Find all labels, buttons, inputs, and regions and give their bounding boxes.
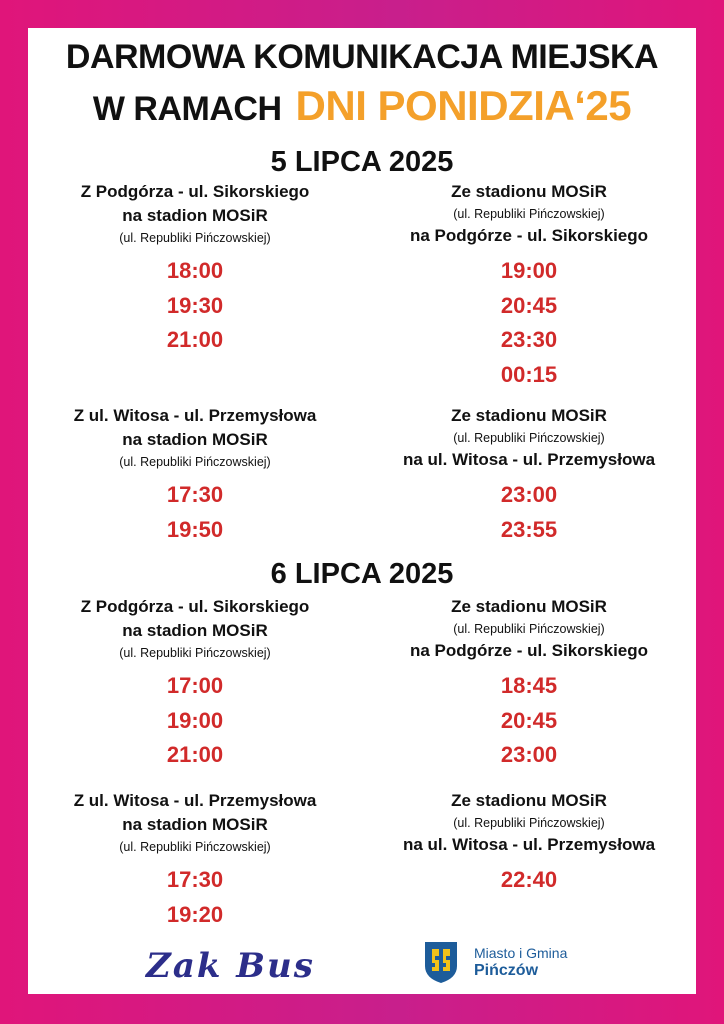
headline-line1: DARMOWA KOMUNIKACJA MIEJSKA — [65, 38, 659, 76]
departure-time: 23:55 — [500, 516, 558, 542]
route-street-note: (ul. Republiki Pińczowskiej) — [119, 840, 271, 854]
route-direction: na Podgórze - ul. Sikorskiego — [409, 641, 649, 660]
route-direction: Z ul. Witosa - ul. Przemysłowa — [73, 791, 317, 810]
departure-time: 20:45 — [500, 292, 558, 318]
route-direction: Ze stadionu MOSiR — [451, 182, 607, 201]
zak-bus-logo: Zak Bus — [146, 946, 315, 986]
headline-accent: DNI PONIDZIA‘25 — [295, 82, 632, 129]
departure-time: 21:00 — [166, 742, 224, 767]
departure-time: 18:45 — [500, 673, 558, 698]
departure-times — [362, 254, 696, 392]
departure-time: 19:30 — [166, 292, 224, 318]
route-direction: na stadion MOSiR — [122, 621, 268, 640]
departure-time: 20:45 — [500, 707, 558, 733]
route-direction: na stadion MOSiR — [122, 206, 268, 225]
headline-prefix: W RAMACH — [92, 90, 282, 128]
departure-time: 21:00 — [166, 327, 224, 352]
pinczow-crest-icon — [423, 940, 459, 984]
route-block — [28, 595, 362, 773]
departure-time: 19:00 — [166, 707, 224, 733]
departure-times — [28, 669, 362, 773]
route-direction: Ze stadionu MOSiR — [451, 791, 607, 810]
departure-time: 23:00 — [500, 742, 558, 767]
route-direction: na ul. Witosa - ul. Przemysłowa — [402, 835, 656, 854]
departure-times — [28, 254, 362, 358]
route-direction: na Podgórze - ul. Sikorskiego — [409, 226, 649, 245]
route-street-note: (ul. Republiki Pińczowskiej) — [119, 455, 271, 469]
route-block — [362, 595, 696, 773]
route-street-note: (ul. Republiki Pińczowskiej) — [453, 431, 605, 445]
route-direction: na stadion MOSiR — [122, 815, 268, 834]
route-direction: Ze stadionu MOSiR — [451, 406, 607, 425]
departure-times — [28, 478, 362, 547]
departure-time: 19:20 — [166, 901, 224, 927]
route-block — [362, 180, 696, 392]
route-direction: Z Podgórza - ul. Sikorskiego — [80, 597, 310, 616]
departure-time: 23:30 — [500, 327, 558, 352]
departure-time: 17:30 — [166, 482, 224, 507]
route-street-note: (ul. Republiki Pińczowskiej) — [119, 231, 271, 245]
poster — [28, 28, 696, 994]
route-street-note: (ul. Republiki Pińczowskiej) — [453, 207, 605, 221]
route-block — [362, 404, 696, 547]
departure-times — [362, 478, 696, 547]
departure-times — [362, 863, 696, 898]
city-name-line1: Miasto i Gmina — [474, 945, 568, 961]
departure-time: 22:40 — [500, 867, 558, 892]
route-direction: na ul. Witosa - ul. Przemysłowa — [402, 450, 656, 469]
departure-time: 18:00 — [166, 258, 224, 283]
headline-line2 — [28, 82, 696, 130]
departure-times — [28, 863, 362, 932]
route-direction: na stadion MOSiR — [122, 430, 268, 449]
route-block — [28, 789, 362, 932]
route-street-note: (ul. Republiki Pińczowskiej) — [453, 622, 605, 636]
departure-time: 17:30 — [166, 867, 224, 892]
departure-time: 17:00 — [166, 673, 224, 698]
departure-time: 19:00 — [500, 258, 558, 283]
date-heading: 5 LIPCA 2025 — [270, 146, 454, 178]
route-block — [28, 404, 362, 547]
departure-time: 00:15 — [500, 361, 558, 387]
route-block — [362, 789, 696, 898]
departure-time: 23:00 — [500, 482, 558, 507]
city-name-line2: Pińczów — [474, 962, 539, 979]
route-street-note: (ul. Republiki Pińczowskiej) — [119, 646, 271, 660]
departure-times — [362, 669, 696, 773]
route-direction: Z ul. Witosa - ul. Przemysłowa — [73, 406, 317, 425]
date-heading: 6 LIPCA 2025 — [270, 558, 454, 590]
route-block — [28, 180, 362, 358]
route-street-note: (ul. Republiki Pińczowskiej) — [453, 816, 605, 830]
route-direction: Z Podgórza - ul. Sikorskiego — [80, 182, 310, 201]
departure-time: 19:50 — [166, 516, 224, 542]
route-direction: Ze stadionu MOSiR — [451, 597, 607, 616]
